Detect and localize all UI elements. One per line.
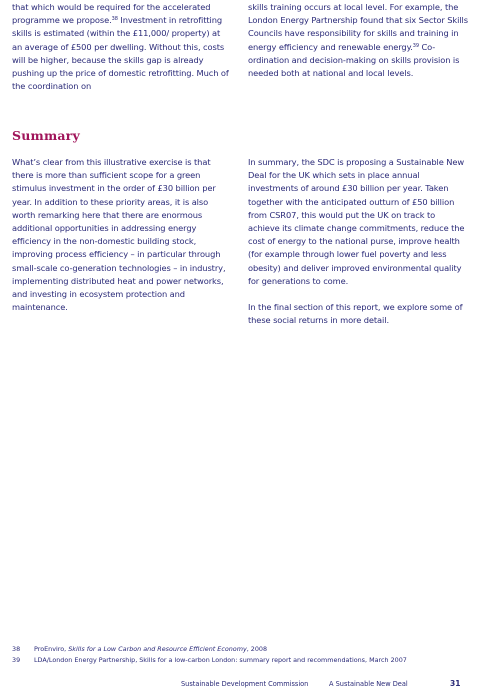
footnote-text: LDA/London Energy Partnership, Skills for a low-carbon London: summary report and recommendations, March 2007 (34, 656, 407, 664)
footnote-ref[interactable]: 39 (412, 42, 419, 49)
footnote-39 (12, 655, 407, 666)
top-right-column (248, 1, 468, 80)
footnote-38 (12, 644, 407, 655)
paragraph: In summary, the SDC is proposing a Sustainable New Deal for the UK which sets in place annual investments of around £30 billion per year. Taken together with the anticipated outturn of £50 billion from CSR07, this would put the UK on track to achieve its climate change commitments, reduce the cost of energy to the national purse, improve health (for example through lower fuel poverty and less obesity) and deliver improved environmental quality for generations to come. (248, 157, 465, 286)
footnote-ref[interactable]: 38 (111, 16, 118, 23)
paragraph-text: that which would be required for the accelerated programme we propose. (12, 2, 211, 26)
top-left-column (12, 1, 230, 93)
paragraph-text: Investment in retrofitting skills is estimated (within the £11,000/ property) at an average of £500 per dwelling. Without this, costs will be higher, because the skills gap is already pushing up the price of domestic retrofitting. Much of the coordination on (12, 15, 229, 92)
footer-report-title: A Sustainable New Deal (329, 680, 408, 688)
footnote-number: 39 (12, 656, 21, 664)
footer-organisation: Sustainable Development Commission (181, 680, 309, 688)
paragraph: What’s clear from this illustrative exercise is that there is more than sufficient scope for a green stimulus investment in the order of £30 billion per year. In addition to these priority areas, it is also worth remarking here that there are enormous additional opportunities in addressing energy efficiency in the non-domestic building stock, improving process efficiency – in particular through small-scale co-generation technologies – in industry, implementing distributed heat and power networks, and investing in ecosystem protection and maintenance. (12, 157, 226, 313)
paragraph-text: Co-ordination and decision-making on skills provision is needed both at national and local levels. (248, 41, 460, 79)
footnotes (12, 644, 407, 666)
summary-left-column (12, 156, 230, 314)
paragraph (248, 1, 468, 80)
footnote-number: 38 (12, 645, 21, 653)
paragraph: In the final section of this report, we explore some of these social returns in more detail. (248, 302, 463, 326)
summary-right-column (248, 156, 468, 328)
paragraph (12, 1, 230, 93)
footnote-author: ProEnviro, (34, 645, 69, 653)
paragraph-text: skills training occurs at local level. For example, the London Energy Partnership found that six Sector Skills Councils have responsibility for skills and training in energy efficiency and renewable energy. (248, 2, 468, 52)
footnote-rest: , 2008 (246, 645, 268, 653)
page-number: 31 (450, 679, 461, 688)
section-heading: Summary (12, 128, 80, 143)
footnote-title: Skills for a Low Carbon and Resource Efficient Economy (68, 645, 247, 653)
